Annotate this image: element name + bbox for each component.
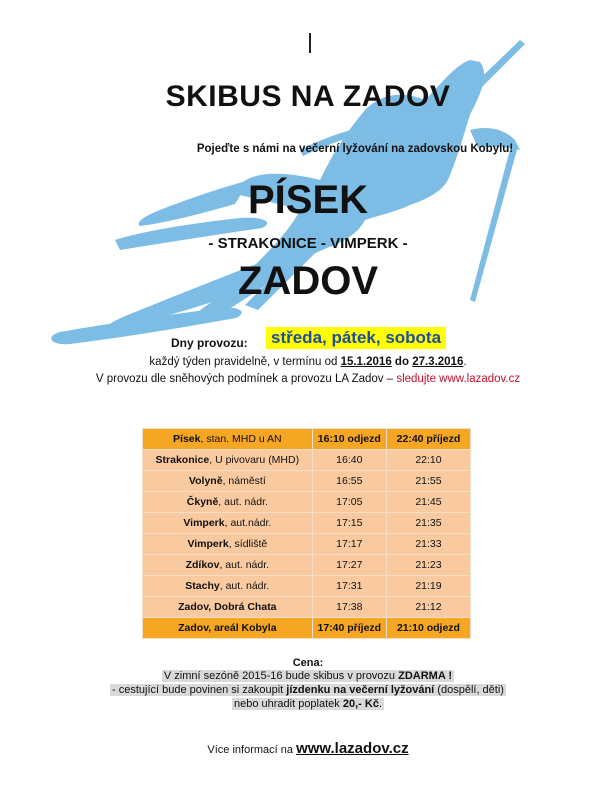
more-info-text: Více informací na xyxy=(207,744,297,756)
timetable xyxy=(142,428,471,639)
weekly-prefix: každý týden pravidelně, v termínu od xyxy=(149,356,341,368)
timetable-body xyxy=(143,429,470,638)
return-time: 21:35 xyxy=(387,513,470,533)
station-name: Zadov, areál Kobyla xyxy=(178,622,277,634)
station-detail: , aut. nádr. xyxy=(219,559,270,571)
station-detail: , aut. nádr. xyxy=(218,496,268,508)
timetable-row xyxy=(143,492,470,512)
conditions-link: sledujte www.lazadov.cz xyxy=(396,373,521,385)
return-time: 22:10 xyxy=(387,450,470,470)
destination: ZADOV xyxy=(238,259,378,303)
station-detail: , aut. nádr. xyxy=(219,580,270,592)
timetable-row xyxy=(143,429,470,449)
station-cell xyxy=(143,471,312,491)
station-cell xyxy=(143,513,312,533)
station-cell xyxy=(143,576,312,596)
price-line-1 xyxy=(60,670,556,682)
weekly-end: . xyxy=(463,356,467,368)
price-line-1-text: V zimní sezóně 2015-16 bude skibus v provozu xyxy=(163,670,399,682)
price-ticket: jízdenku na večerní lyžování xyxy=(286,684,435,696)
price-line-3-end: . xyxy=(378,698,382,710)
station-cell xyxy=(143,597,312,617)
departure-time: 17:17 xyxy=(313,534,386,554)
return-time: 21:19 xyxy=(387,576,470,596)
return-time: 21:12 xyxy=(387,597,470,617)
departure-time: 17:27 xyxy=(313,555,386,575)
poster-title: SKIBUS NA ZADOV xyxy=(165,80,451,113)
operation-conditions xyxy=(0,373,616,385)
departure-time: 17:15 xyxy=(313,513,386,533)
station-cell xyxy=(143,555,312,575)
departure-time: 17:40 příjezd xyxy=(313,618,386,638)
station-cell xyxy=(143,450,312,470)
price-line-3-box xyxy=(232,698,384,710)
more-info xyxy=(0,740,616,757)
website-link[interactable]: www.lazadov.cz xyxy=(296,740,409,757)
timetable-row xyxy=(143,618,470,638)
departure-time: 17:38 xyxy=(313,597,386,617)
departure-time: 16:10 odjezd xyxy=(313,429,386,449)
price-line-3 xyxy=(60,698,556,710)
station-name: Volyně xyxy=(188,475,223,487)
price-line-3-text: nebo uhradit poplatek xyxy=(233,698,343,710)
timetable-row xyxy=(143,534,470,554)
timetable-row xyxy=(143,471,470,491)
price-line-2-box xyxy=(110,684,506,696)
timetable-row xyxy=(143,555,470,575)
return-time: 21:33 xyxy=(387,534,470,554)
date-from: 15.1.2016 xyxy=(340,356,392,368)
operation-period xyxy=(0,356,616,368)
price-free: ZDARMA ! xyxy=(398,670,453,682)
station-name: Zadov, Dobrá Chata xyxy=(178,601,277,613)
station-cell xyxy=(143,492,312,512)
return-time: 21:45 xyxy=(387,492,470,512)
return-time: 21:10 odjezd xyxy=(387,618,470,638)
text-cursor xyxy=(309,33,311,53)
date-to: 27.3.2016 xyxy=(412,356,464,368)
route-stops: - STRAKONICE - VIMPERK - xyxy=(208,235,408,252)
station-detail: , aut.nádr. xyxy=(224,517,272,529)
station-detail: , sídliště xyxy=(228,538,268,550)
return-time: 22:40 příjezd xyxy=(387,429,470,449)
days-label: Dny provozu: xyxy=(171,336,248,350)
poster-subtitle: Pojeďte s námi na večerní lyžování na zadovskou Kobylu! xyxy=(196,143,514,155)
station-detail: , stan. MHD u AN xyxy=(200,433,282,445)
price-line-2 xyxy=(60,684,556,696)
departure-time: 16:55 xyxy=(313,471,386,491)
station-name: Vimperk xyxy=(187,538,229,550)
days-value: středa, pátek, sobota xyxy=(266,327,446,349)
station-cell xyxy=(143,534,312,554)
price-label: Cena: xyxy=(292,657,324,669)
weekly-mid: do xyxy=(391,356,413,368)
origin-city: PÍSEK xyxy=(247,178,369,222)
price-line-2-end: (dospělí, děti) xyxy=(434,684,504,696)
price-fee: 20,- Kč xyxy=(342,698,379,710)
station-name: Čkyně xyxy=(186,496,219,508)
timetable-row xyxy=(143,576,470,596)
station-name: Vimperk xyxy=(183,517,225,529)
price-line-1-box xyxy=(162,670,454,682)
conditions-text: V provozu dle sněhových podmínek a provozu LA Zadov – xyxy=(95,373,397,385)
timetable-row xyxy=(143,597,470,617)
return-time: 21:55 xyxy=(387,471,470,491)
timetable-row xyxy=(143,513,470,533)
price-line-2-text: - cestující bude povinen si zakoupit xyxy=(112,684,287,696)
station-detail: , U pivovaru (MHD) xyxy=(209,454,300,466)
departure-time: 17:05 xyxy=(313,492,386,512)
departure-time: 16:40 xyxy=(313,450,386,470)
station-name: Zdíkov xyxy=(185,559,220,571)
station-detail: , náměstí xyxy=(222,475,266,487)
return-time: 21:23 xyxy=(387,555,470,575)
station-name: Stachy xyxy=(185,580,220,592)
station-cell xyxy=(143,429,312,449)
timetable-row xyxy=(143,450,470,470)
station-name: Strakonice xyxy=(155,454,210,466)
station-cell xyxy=(143,618,312,638)
departure-time: 17:31 xyxy=(313,576,386,596)
station-name: Písek xyxy=(173,433,201,445)
